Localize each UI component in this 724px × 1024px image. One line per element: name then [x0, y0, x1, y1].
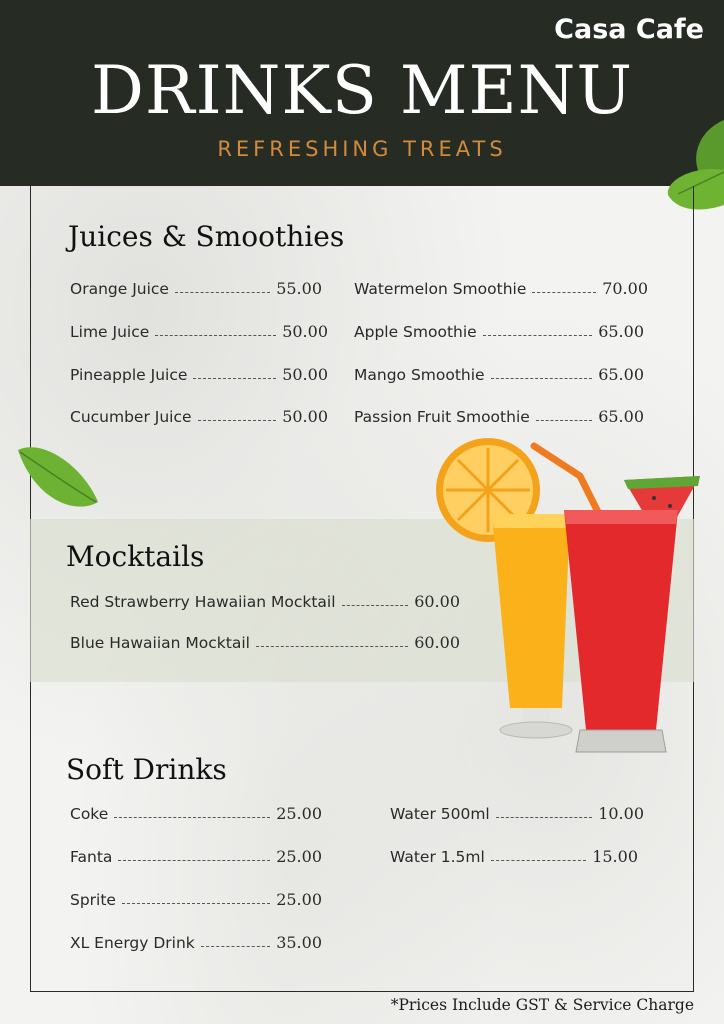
leader-line	[496, 817, 592, 818]
brand-name: Casa Cafe	[554, 14, 704, 45]
item-name: Water 1.5ml	[390, 848, 485, 866]
menu-item	[70, 887, 322, 909]
leader-line	[193, 378, 276, 379]
leader-line	[201, 946, 270, 947]
item-price: 25.00	[276, 804, 322, 823]
menu-item	[70, 362, 328, 384]
item-name: Cucumber Juice	[70, 408, 192, 426]
item-price: 65.00	[598, 322, 644, 341]
item-name: Pineapple Juice	[70, 366, 188, 384]
section-title-soft-drinks: Soft Drinks	[66, 753, 227, 786]
item-name: Fanta	[70, 848, 113, 866]
leader-line	[198, 420, 277, 421]
leader-line	[155, 335, 276, 336]
leader-line	[175, 292, 270, 293]
leader-line	[532, 292, 596, 293]
item-price: 55.00	[276, 279, 322, 298]
leader-line	[491, 860, 586, 861]
item-name: Apple Smoothie	[354, 323, 477, 341]
item-price: 65.00	[598, 407, 644, 426]
item-name: Watermelon Smoothie	[354, 280, 527, 298]
leader-line	[483, 335, 592, 336]
menu-item	[70, 276, 322, 298]
item-price: 50.00	[282, 365, 328, 384]
item-price: 60.00	[414, 592, 460, 611]
footer-note: *Prices Include GST & Service Charge	[390, 996, 694, 1014]
menu-item	[70, 930, 322, 952]
item-name: Water 500ml	[390, 805, 490, 823]
item-price: 35.00	[276, 933, 322, 952]
menu-item	[70, 801, 322, 823]
menu-item	[390, 801, 644, 823]
menu-item	[70, 630, 460, 652]
page-subtitle: REFRESHING TREATS	[217, 137, 507, 161]
leader-line	[114, 817, 270, 818]
leader-line	[536, 420, 592, 421]
leader-line	[256, 646, 408, 647]
item-price: 25.00	[276, 847, 322, 866]
item-name: Red Strawberry Hawaiian Mocktail	[70, 593, 336, 611]
item-name: Passion Fruit Smoothie	[354, 408, 530, 426]
item-name: Blue Hawaiian Mocktail	[70, 634, 250, 652]
item-price: 50.00	[282, 322, 328, 341]
item-name: Sprite	[70, 891, 116, 909]
item-price: 15.00	[592, 847, 638, 866]
menu-item	[354, 404, 644, 426]
menu-item	[70, 404, 328, 426]
section-title-mocktails: Mocktails	[66, 540, 205, 573]
item-price: 50.00	[282, 407, 328, 426]
menu-item	[354, 276, 648, 298]
menu-item	[390, 844, 638, 866]
item-name: Mango Smoothie	[354, 366, 485, 384]
menu-item	[70, 319, 328, 341]
menu-item	[354, 362, 644, 384]
mint-leaf-icon	[14, 438, 102, 518]
item-name: Coke	[70, 805, 109, 823]
orange-juice-glass-icon	[492, 514, 572, 738]
menu-item	[70, 844, 322, 866]
juice-glasses-illustration	[430, 436, 706, 762]
item-price: 65.00	[598, 365, 644, 384]
leader-line	[491, 378, 593, 379]
leader-line	[118, 860, 270, 861]
header-banner	[0, 0, 724, 186]
leader-line	[122, 903, 270, 904]
leader-line	[342, 605, 409, 606]
item-name: XL Energy Drink	[70, 934, 195, 952]
menu-item	[354, 319, 644, 341]
item-name: Orange Juice	[70, 280, 169, 298]
item-name: Lime Juice	[70, 323, 150, 341]
menu-item	[70, 589, 460, 611]
item-price: 70.00	[602, 279, 648, 298]
item-price: 60.00	[414, 633, 460, 652]
item-price: 10.00	[598, 804, 644, 823]
section-title-juices: Juices & Smoothies	[68, 220, 345, 253]
watermelon-juice-glass-icon	[564, 510, 678, 752]
page-title: DRINKS MENU	[90, 52, 634, 129]
item-price: 25.00	[276, 890, 322, 909]
